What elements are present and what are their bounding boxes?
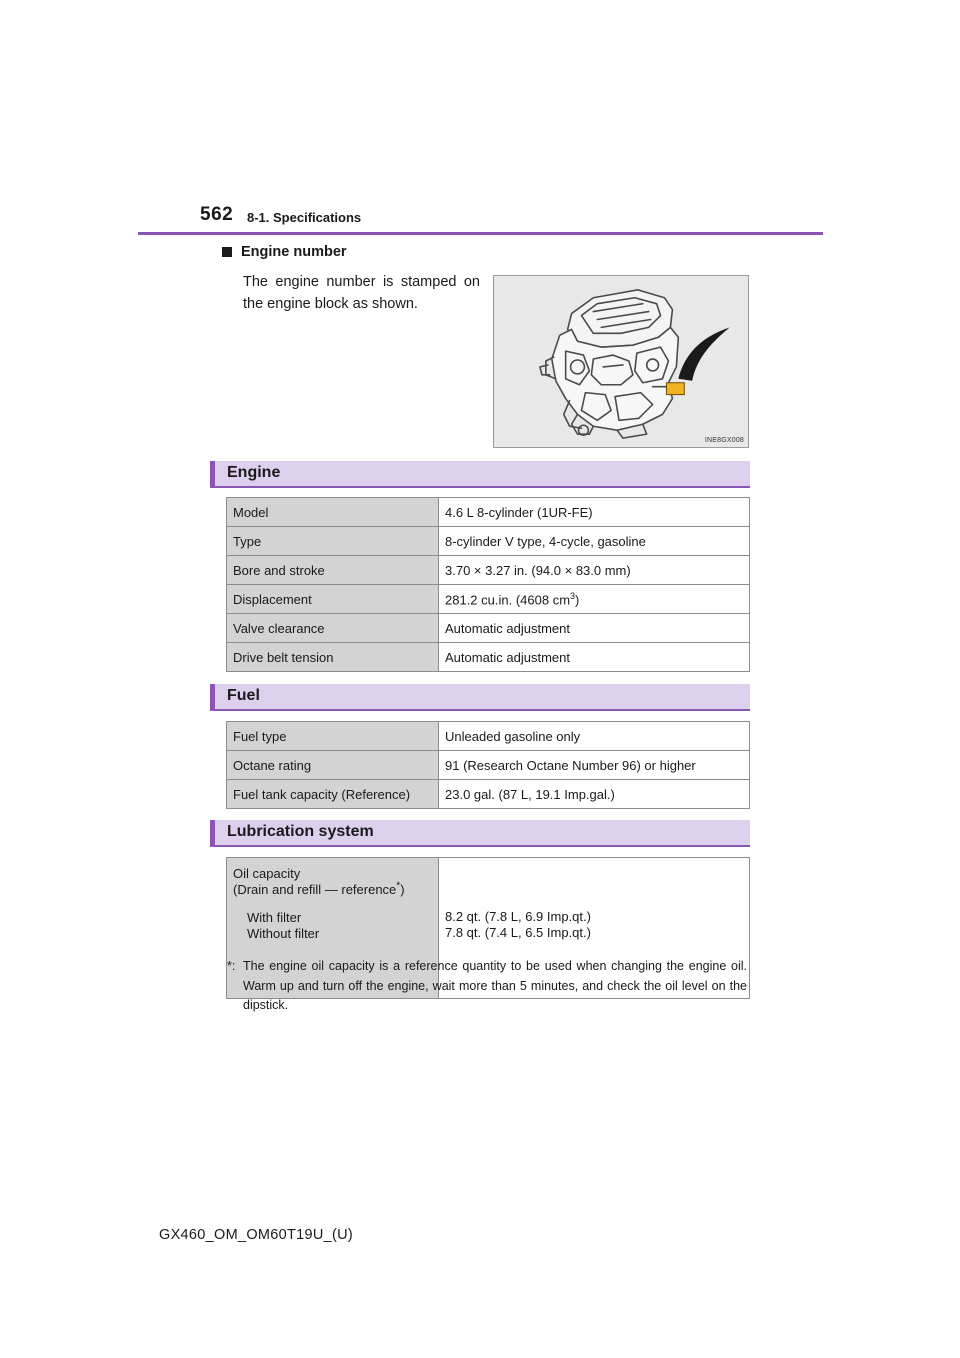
footnote-star-marker: * xyxy=(396,880,401,892)
spec-value: Unleaded gasoline only xyxy=(439,722,750,751)
spec-value: Automatic adjustment xyxy=(439,614,750,643)
fuel-spec-table xyxy=(226,721,750,809)
fuel-section-bar xyxy=(210,684,750,711)
footnote-text: The engine oil capacity is a reference quantity to be used when changing the engine oil. Warm up and turn off the engine, wait more than 5 minutes, and check the oil level on the dipstick. xyxy=(243,959,747,1012)
spec-value: 8-cylinder V type, 4-cycle, gasoline xyxy=(439,527,750,556)
table-row xyxy=(227,780,750,809)
oil-capacity-line2 xyxy=(233,882,432,898)
cubic-superscript: 3 xyxy=(570,590,576,601)
spec-label: Bore and stroke xyxy=(227,556,439,585)
square-bullet-icon xyxy=(222,247,232,257)
doc-code: GX460_OM_OM60T19U_(U) xyxy=(159,1227,354,1243)
without-filter-value: 7.8 qt. (7.4 L, 6.5 Imp.qt.) xyxy=(445,925,591,940)
spec-label: Octane rating xyxy=(227,751,439,780)
engine-figure xyxy=(493,275,749,448)
spec-label: Fuel tank capacity (Reference) xyxy=(227,780,439,809)
oil-capacity-line2-close: ) xyxy=(400,882,405,897)
table-row xyxy=(227,498,750,527)
spec-label: Drive belt tension xyxy=(227,643,439,672)
displacement-tail: ) xyxy=(575,592,580,608)
footnote xyxy=(227,957,747,1016)
oil-capacity-line2-text: (Drain and refill — reference xyxy=(233,882,397,897)
spec-value: 91 (Research Octane Number 96) or higher xyxy=(439,751,750,780)
displacement-value: 281.2 cu.in. (4608 cm xyxy=(445,592,571,608)
without-filter-label: Without filter xyxy=(247,926,320,941)
engine-section-bar xyxy=(210,461,750,488)
with-filter-value: 8.2 qt. (7.8 L, 6.9 Imp.qt.) xyxy=(445,909,591,924)
with-filter-label: With filter xyxy=(247,910,302,925)
spec-value: Automatic adjustment xyxy=(439,643,750,672)
table-row xyxy=(227,751,750,780)
oil-capacity-line1: Oil capacity xyxy=(233,866,301,881)
engine-illustration-icon xyxy=(494,276,748,447)
spec-value: 23.0 gal. (87 L, 19.1 Imp.gal.) xyxy=(439,780,750,809)
section-label: 8-1. Specifications xyxy=(247,210,362,225)
engine-section-title: Engine xyxy=(227,464,281,481)
fuel-section-title: Fuel xyxy=(227,687,260,704)
spec-label: Displacement xyxy=(227,585,439,614)
table-row xyxy=(227,614,750,643)
engine-spec-table xyxy=(226,497,750,672)
table-row xyxy=(227,556,750,585)
spec-label: Valve clearance xyxy=(227,614,439,643)
lubrication-section-bar xyxy=(210,820,750,847)
header-rule xyxy=(138,232,823,235)
table-row xyxy=(227,643,750,672)
spec-value: 3.70 × 3.27 in. (94.0 × 83.0 mm) xyxy=(439,556,750,585)
spec-label: Model xyxy=(227,498,439,527)
engine-number-description: The engine number is stamped on the engine block as shown. xyxy=(243,274,480,312)
page-number: 562 xyxy=(200,204,234,225)
table-row xyxy=(227,527,750,556)
engine-number-heading-text: Engine number xyxy=(241,244,347,260)
spec-value: 4.6 L 8-cylinder (1UR-FE) xyxy=(439,498,750,527)
spec-label: Type xyxy=(227,527,439,556)
footnote-mark: *: xyxy=(227,959,236,973)
table-row xyxy=(227,722,750,751)
lubrication-section-title: Lubrication system xyxy=(227,823,374,840)
spec-label: Fuel type xyxy=(227,722,439,751)
spec-value xyxy=(439,585,750,614)
table-row xyxy=(227,585,750,614)
engine-number-heading xyxy=(222,244,347,260)
figure-code: INE8GX008 xyxy=(704,437,744,444)
